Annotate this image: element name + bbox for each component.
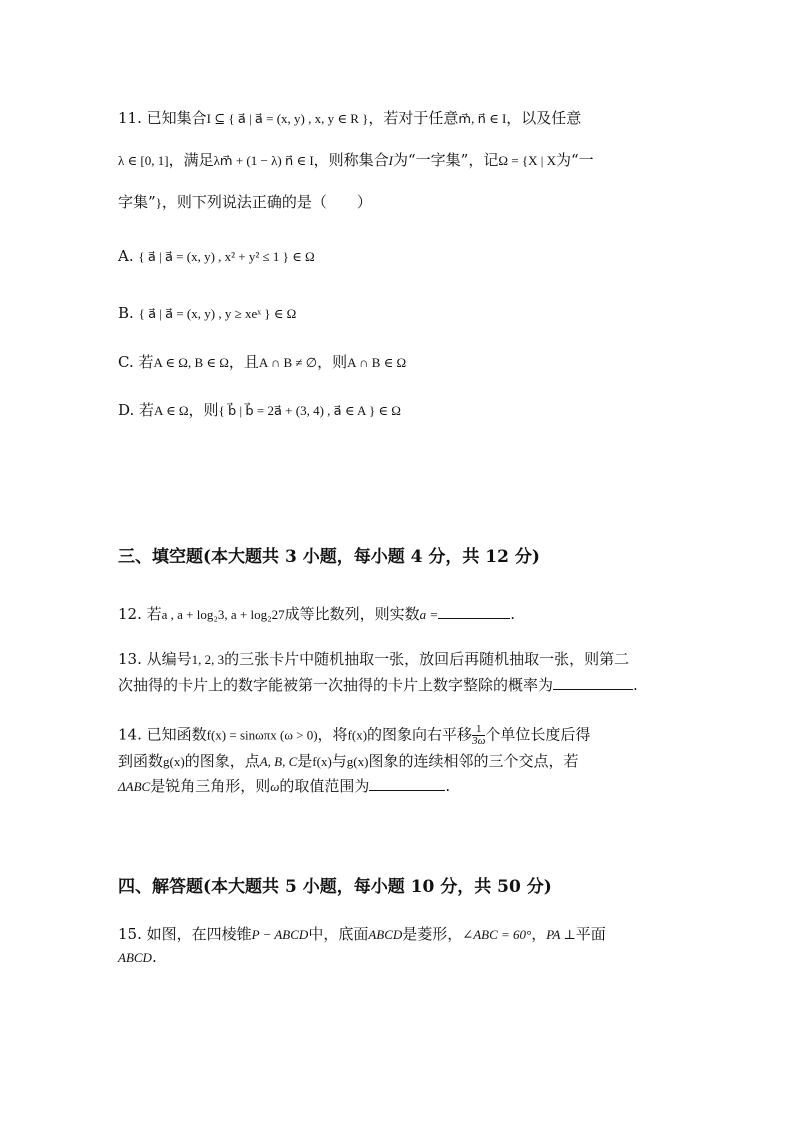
q11-line-1 (118, 108, 581, 129)
option-c-text-2: ，则 (317, 353, 348, 371)
q12-text-2: 成等比数列，则实数 (284, 605, 420, 623)
q11-line-3 (118, 192, 372, 213)
q14-text-11: 的取值范围为 (279, 777, 370, 795)
q11-set-symbol: I (388, 153, 394, 168)
q15-text: 15. 如图，在四棱锥 (118, 925, 252, 943)
q11-stem-text: 11. 已知集合 (118, 109, 207, 127)
q14-gx-2: g(x) (346, 754, 369, 769)
q12-period: . (510, 605, 515, 623)
option-a-formula: { a⃗ | a⃗ = (x, y) , x² + y² ≤ 1 } ∈ Ω (138, 249, 315, 264)
q15-text-2: 中，底面 (308, 925, 369, 943)
option-d-formula-2: { b⃗ | b⃗ = 2a⃗ + (3, 4) , a⃗ ∈ A } ∈ Ω (218, 403, 401, 418)
q11-condition-formula: λm⃗ + (1 − λ) n⃗ ∈ I (213, 153, 314, 168)
q13-text: 13. 从编号 (118, 650, 192, 668)
q11-stem-text-2: ，若对于任意 (368, 109, 459, 127)
q15-angle: ∠ABC = 60° (462, 927, 532, 942)
q14-text-4: 个单位长度后得 (485, 725, 591, 744)
q11-text: 字集” (118, 193, 156, 211)
q14-line-2 (118, 751, 578, 772)
q14-period: . (445, 777, 451, 795)
option-b-formula: { a⃗ | a⃗ = (x, y) , y ≥ xeˣ } ∈ Ω (138, 306, 297, 321)
q11-text: ，满足 (168, 151, 214, 169)
q13-numbers: 1, 2, 3 (191, 652, 225, 667)
fraction-denominator: 3ω (472, 735, 486, 747)
q11-option-b (118, 303, 296, 324)
section-4-heading: 四、解答题(本大题共 5 小题，每小题 10 分，共 50 分) (118, 877, 552, 897)
q12-line (118, 604, 515, 625)
q11-text: ，则称集合 (313, 151, 389, 169)
option-d-label: D. 若 (118, 401, 155, 419)
q15-period: . (151, 948, 157, 966)
section-3-heading: 三、填空题(本大题共 3 小题，每小题 4 分，共 12 分) (118, 547, 540, 567)
q15-line-1 (118, 924, 606, 945)
q15-perpendicular: PA ⊥ (546, 927, 576, 942)
option-d-text: ，则 (188, 401, 219, 419)
q11-text: 为“一字集”，记 (393, 151, 499, 169)
option-d-formula-1: A ∈ Ω (154, 403, 189, 418)
q11-omega-def: Ω = {X | X (498, 153, 556, 168)
q14-function-formula: f(x) = sinωπx (ω > 0) (206, 727, 318, 743)
q14-fx-2: f(x) (312, 754, 332, 769)
q14-text-9: 图象的连续相邻的三个交点，若 (368, 752, 579, 770)
q14-text-2: ，将 (317, 725, 348, 744)
q13-period: . (633, 676, 638, 694)
q14-text-6: 的图象，点 (184, 752, 260, 770)
option-c-formula-1: A ∈ Ω, B ∈ Ω (153, 355, 229, 370)
q11-question: ，则下列说法正确的是（ ） (161, 193, 372, 211)
q13-text-2: 的三张卡片中随机抽取一张，放回后再随机抽取一张，则第二 (224, 650, 630, 668)
q12-text: 12. 若 (118, 605, 162, 623)
q13-text-3: 次抽得的卡片上的数字能被第一次抽得的卡片上数字整除的概率为 (118, 676, 554, 694)
q14-text-5: 到函数 (118, 752, 164, 770)
option-a-label: A. (118, 247, 134, 265)
option-c-label: C. 若 (118, 353, 154, 371)
q15-pyramid: P − ABCD (251, 927, 309, 942)
q11-option-a (118, 246, 315, 267)
q11-brace: } (155, 195, 162, 210)
q11-set-formula: I ⊆ { a⃗ | a⃗ = (x, y) , x, y ∈ R } (206, 111, 369, 126)
q11-lambda-range: λ ∈ [0, 1] (118, 153, 169, 168)
q13-answer-blank[interactable] (553, 675, 633, 690)
q15-plane: ABCD (118, 950, 152, 965)
q14-gx: g(x) (163, 754, 185, 769)
q14-text-10: 是锐角三角形，则 (150, 777, 271, 795)
q14-text: 14. 已知函数 (118, 725, 207, 744)
q13-line-2 (118, 675, 638, 695)
q14-answer-blank[interactable] (369, 776, 445, 791)
q12-answer-blank[interactable] (438, 604, 510, 619)
q15-text-3: 是菱形， (402, 925, 463, 943)
q13-line-1 (118, 649, 629, 670)
q11-option-c (118, 352, 406, 373)
q14-line-1 (118, 724, 590, 747)
q14-omega: ω (270, 779, 280, 794)
q14-line-3 (118, 776, 450, 797)
option-c-text: ，且 (228, 353, 259, 371)
q11-line-2 (118, 150, 594, 171)
option-b-label: B. (118, 304, 134, 322)
q14-triangle: ΔABC (118, 779, 151, 794)
q14-text-3: 的图象向右平移 (367, 725, 473, 744)
q14-text-8: 与 (331, 752, 347, 770)
q11-text: 为“一 (555, 151, 594, 169)
q12-sequence-formula: a , a + log₂3, a + log₂27 (161, 607, 285, 622)
q15-text-4: 平面 (575, 925, 606, 943)
q14-points: A, B, C (259, 754, 298, 769)
option-c-formula-2: A ∩ B ≠ ∅ (258, 355, 318, 370)
q11-stem-text-3: ，以及任意 (506, 109, 582, 127)
q14-shift-fraction (472, 724, 485, 747)
option-c-formula-3: A ∩ B ∈ Ω (347, 355, 407, 370)
q12-variable: a = (419, 607, 439, 622)
q14-text-7: 是 (297, 752, 313, 770)
q11-vector-formula: m⃗, n⃗ ∈ I (458, 111, 507, 126)
q14-fx: f(x) (347, 727, 368, 743)
q15-comma: ， (531, 925, 547, 943)
fraction-numerator: 1 (472, 724, 485, 736)
q15-base: ABCD (368, 927, 403, 942)
q15-line-2 (118, 947, 157, 968)
q11-option-d (118, 400, 401, 421)
